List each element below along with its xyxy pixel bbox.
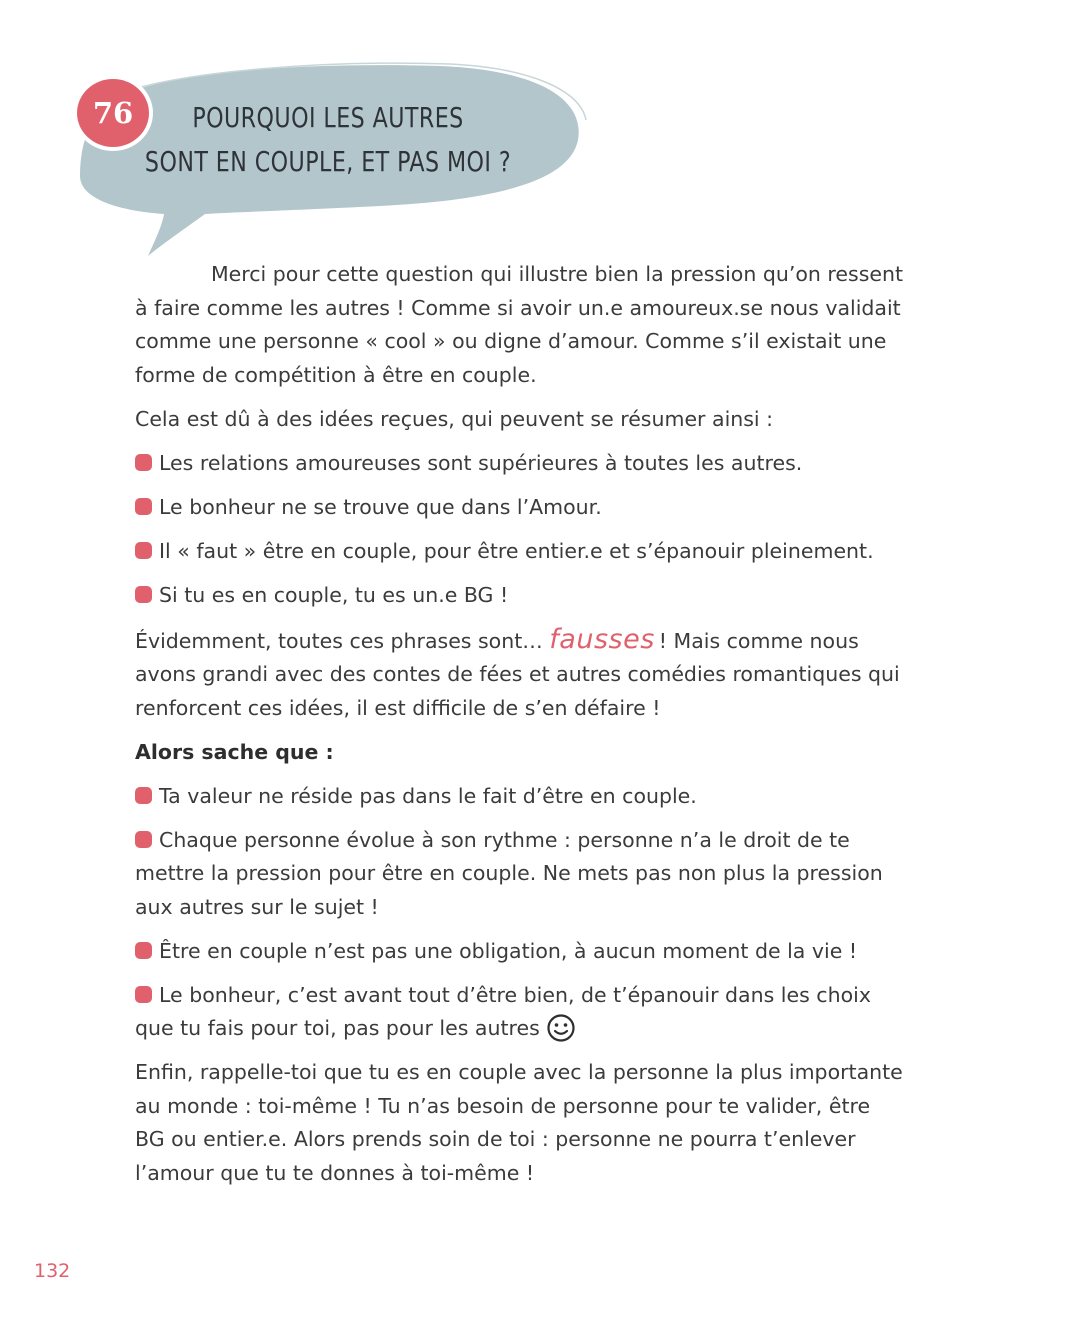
title-line-1: POURQUOI LES AUTRES (192, 101, 464, 134)
list-item: Être en couple n’est pas une obligation, à aucun moment de la vie ! (135, 935, 905, 969)
list-item: Les relations amoureuses sont supérieures à toutes les autres. (135, 447, 905, 481)
pink-square-bullet-icon (135, 787, 152, 804)
article-body (135, 258, 905, 1201)
list-item: Si tu es en couple, tu es un.e BG ! (135, 579, 905, 613)
smiley-icon (546, 1013, 576, 1043)
pink-square-bullet-icon (135, 454, 152, 471)
title-line-2: SONT EN COUPLE, ET PAS MOI ? (144, 145, 512, 178)
list-item: Ta valeur ne réside pas dans le fait d’être en couple. (135, 780, 905, 814)
list-item: Il « faut » être en couple, pour être entier.e et s’épanouir pleinement. (135, 535, 905, 569)
pink-square-bullet-icon (135, 498, 152, 515)
pink-square-bullet-icon (135, 986, 152, 1003)
page-title (143, 96, 513, 184)
know-heading: Alors sache que : (135, 739, 334, 764)
pink-square-bullet-icon (135, 586, 152, 603)
highlight-word: fausses (549, 623, 655, 655)
pink-square-bullet-icon (135, 831, 152, 848)
page-number: 132 (34, 1260, 71, 1282)
pink-square-bullet-icon (135, 542, 152, 559)
question-number-badge: 76 (77, 79, 149, 147)
list-item: Le bonheur, c’est avant tout d’être bien, de t’épanouir dans les choix que tu fais pour toi, pas pour les autres (135, 979, 905, 1046)
conclusion-paragraph: Enfin, rappelle-toi que tu es en couple avec la personne la plus importante au monde : toi-même ! Tu n’as besoin de personne pour te valider, être BG ou entier.e. Alors prends soin de toi : personne ne pourra t’enlever l’amour que tu te donnes à toi-même ! (135, 1060, 903, 1185)
list-item: Chaque personne évolue à son rythme : personne n’a le droit de te mettre la pression pour être en couple. Ne mets pas non plus la pression aux autres sur le sujet ! (135, 827, 883, 919)
list-item: Le bonheur ne se trouve que dans l’Amour. (135, 491, 905, 525)
ideas-intro: Cela est dû à des idées reçues, qui peuvent se résumer ainsi : (135, 406, 774, 431)
pink-square-bullet-icon (135, 942, 152, 959)
intro-paragraph: Merci pour cette question qui illustre bien la pression qu’on ressent à faire comme les autres ! Comme si avoir un.e amoureux.se nous validait comme une personne « cool » ou digne d’amour. Comme s’il existait une forme de compétition à être en couple. (135, 262, 904, 387)
evident-paragraph: Évidemment, toutes ces phrases sont… fausses ! Mais comme nous avons grandi avec des contes de fées et autres comédies romantiques qui renforcent ces idées, il est difficile de s’en défaire ! (135, 623, 900, 720)
